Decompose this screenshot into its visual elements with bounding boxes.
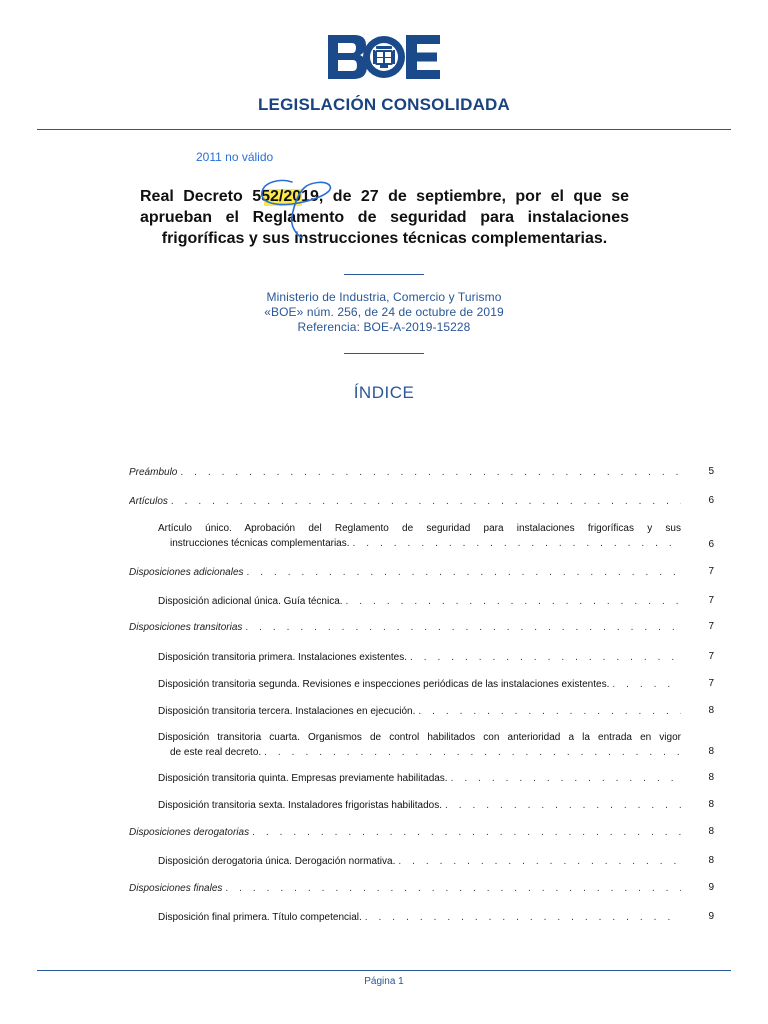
toc-entry[interactable]	[158, 771, 681, 786]
toc-page-number: 5	[708, 466, 714, 477]
toc-entry[interactable]	[158, 650, 681, 665]
toc-entry-label: Disposición transitoria cuarta. Organismos de control habilitados con anterioridad a la entrada en vigor	[158, 732, 681, 743]
toc-entry-label: Disposiciones adicionales	[129, 567, 244, 578]
toc-page-number: 6	[708, 495, 714, 506]
leader-dots	[247, 565, 681, 580]
reference-code: Referencia: BOE-A-2019-15228	[297, 320, 471, 334]
leader-dots	[245, 620, 681, 635]
leader-dots	[264, 745, 681, 760]
toc-section[interactable]	[129, 465, 681, 480]
toc-entry-label: Disposición transitoria quinta. Empresas previamente habilitadas.	[158, 773, 448, 784]
section-title: LEGISLACIÓN CONSOLIDADA	[257, 95, 511, 114]
toc-entry-label: Disposición transitoria segunda. Revisiones e inspecciones periódicas de las instalaciones existentes.	[158, 679, 610, 690]
boe-reference: «BOE» núm. 256, de 24 de octubre de 2019	[264, 305, 504, 319]
toc-page-number: 8	[708, 826, 714, 837]
toc-page-number: 7	[708, 678, 714, 689]
leader-dots	[445, 798, 681, 813]
toc-entry-label: Preámbulo	[129, 467, 178, 478]
leader-dots	[410, 650, 681, 665]
toc-page-number: 8	[708, 746, 714, 757]
leader-dots	[252, 825, 681, 840]
leader-dots	[180, 465, 681, 480]
handwritten-note: 2011 no válido	[196, 150, 274, 164]
leader-dots	[365, 910, 681, 925]
toc-page-number: 7	[708, 651, 714, 662]
toc-section[interactable]	[129, 881, 681, 896]
metadata-separator	[344, 353, 424, 354]
toc-entry-label: Disposiciones derogatorias	[129, 827, 250, 838]
toc-page-number: 7	[708, 621, 714, 632]
toc-page-number: 7	[708, 566, 714, 577]
toc-entry[interactable]	[158, 798, 681, 813]
leader-dots	[398, 854, 681, 869]
toc-page-number: 8	[708, 705, 714, 716]
leader-dots	[418, 704, 681, 719]
toc-entry-label: Disposiciones transitorias	[129, 622, 243, 633]
ministry: Ministerio de Industria, Comercio y Turismo	[266, 290, 502, 304]
toc-entry[interactable]	[158, 704, 681, 719]
toc-section[interactable]	[129, 494, 681, 509]
title-separator	[344, 274, 424, 275]
toc-page-number: 8	[708, 772, 714, 783]
toc-entry-label: Disposición transitoria tercera. Instalaciones en ejecución.	[158, 706, 416, 717]
toc-page-number: 8	[708, 799, 714, 810]
toc-entry[interactable]	[158, 594, 681, 609]
toc-entry-label: Disposición final primera. Título competencial.	[158, 912, 362, 923]
index-heading: ÍNDICE	[353, 383, 415, 402]
top-divider	[37, 129, 731, 130]
toc-page-number: 7	[708, 595, 714, 606]
toc-page-number: 6	[708, 539, 714, 550]
leader-dots	[171, 494, 681, 509]
toc-entry[interactable]	[158, 854, 681, 869]
toc-entry[interactable]	[158, 910, 681, 925]
toc-entry[interactable]	[158, 730, 681, 760]
toc-entry-label-continued: de este real decreto.	[170, 747, 262, 758]
page-footer: Página 1	[364, 976, 404, 987]
toc-entry-label: Disposición transitoria primera. Instalaciones existentes.	[158, 652, 407, 663]
toc-entry-label: Disposición derogatoria única. Derogación normativa.	[158, 856, 396, 867]
bottom-divider	[37, 970, 731, 971]
toc-entry-label: Disposición transitoria sexta. Instaladores frigoristas habilitados.	[158, 800, 443, 811]
leader-dots	[612, 677, 681, 692]
toc-entry-label: Disposición adicional única. Guía técnica.	[158, 596, 343, 607]
document-title: Real Decreto 552/2019, de 27 de septiembre, por el que se aprueban el Reglamento de seguridad para instalaciones frigoríficas y sus instrucciones técnicas complementarias.	[140, 188, 629, 247]
leader-dots	[225, 881, 681, 896]
leader-dots	[346, 594, 681, 609]
document-metadata	[0, 290, 768, 335]
leader-dots	[451, 771, 681, 786]
toc-page-number: 8	[708, 855, 714, 866]
toc-entry-label: Artículos	[129, 496, 168, 507]
boe-logo	[328, 35, 440, 79]
toc-section[interactable]	[129, 620, 681, 635]
toc-entry[interactable]	[158, 521, 681, 551]
toc-entry[interactable]	[158, 677, 681, 692]
toc-page-number: 9	[708, 911, 714, 922]
toc-entry-label-continued: instrucciones técnicas complementarias.	[170, 538, 350, 549]
leader-dots	[353, 536, 681, 551]
toc-page-number: 9	[708, 882, 714, 893]
toc-entry-label: Artículo único. Aprobación del Reglamento de seguridad para instalaciones frigoríficas y sus	[158, 523, 681, 534]
toc-entry-label: Disposiciones finales	[129, 883, 223, 894]
toc-section[interactable]	[129, 825, 681, 840]
toc-section[interactable]	[129, 565, 681, 580]
